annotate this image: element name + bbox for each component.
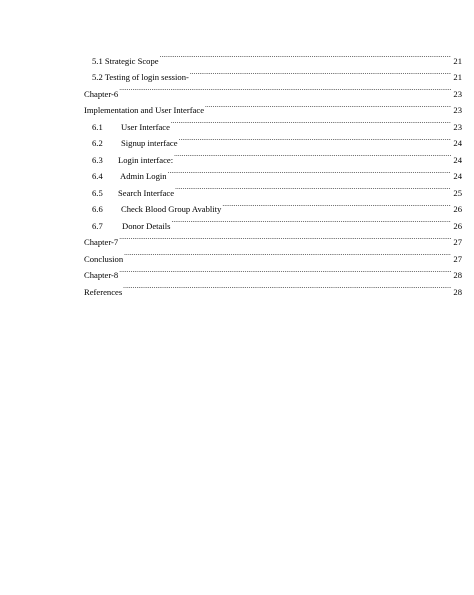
- toc-entry-page: 24: [453, 154, 462, 165]
- toc-entry-page: 25: [453, 187, 462, 198]
- dot-leader: [222, 196, 451, 213]
- toc-entry-title: Signup interface: [121, 138, 178, 148]
- table-of-contents: [84, 47, 462, 295]
- dot-leader: [119, 80, 451, 97]
- toc-entry-6-4[interactable]: [84, 163, 462, 180]
- toc-entry-number: 6.1: [92, 121, 103, 132]
- dot-leader: [168, 163, 451, 180]
- toc-entry-page: 24: [453, 171, 462, 181]
- dot-leader: [205, 97, 451, 114]
- dot-leader: [171, 113, 451, 130]
- toc-entry-6-3[interactable]: [84, 146, 462, 163]
- toc-entry-6-1[interactable]: [84, 113, 462, 130]
- toc-entry-6-5[interactable]: [84, 179, 462, 196]
- toc-entry-title: User Interface: [121, 121, 170, 132]
- dot-leader: [175, 179, 451, 196]
- toc-entry-page: 23: [453, 88, 462, 99]
- dot-leader: [179, 130, 451, 147]
- toc-entry-title: Check Blood Group Avablity: [121, 204, 222, 214]
- dot-leader: [119, 262, 451, 279]
- toc-entry-page: 28: [453, 286, 462, 297]
- toc-entry-page: 27: [453, 253, 462, 264]
- toc-entry-title: Admin Login: [120, 171, 167, 181]
- toc-entry-chapter-8[interactable]: [84, 262, 462, 279]
- toc-entry-number: 6.6: [92, 204, 103, 214]
- toc-entry-number: 6.5: [92, 187, 103, 198]
- toc-entry-number: 6.7: [92, 220, 103, 231]
- toc-entry-6-7[interactable]: [84, 212, 462, 229]
- toc-entry-page: 26: [453, 220, 462, 231]
- toc-entry-title: Chapter-7: [84, 237, 119, 247]
- toc-entry-title: Search Interface: [118, 187, 175, 198]
- dot-leader: [124, 245, 451, 262]
- toc-entry-page: 28: [453, 270, 462, 280]
- toc-entry-number: 6.3: [92, 154, 103, 165]
- toc-entry-title: Donor Details: [122, 220, 171, 231]
- toc-entry-5-2[interactable]: [84, 64, 462, 81]
- toc-entry-5-1[interactable]: [84, 47, 462, 64]
- toc-entry-title: Conclusion: [84, 253, 124, 264]
- toc-entry-title: 5.1 Strategic Scope: [92, 55, 159, 66]
- toc-entry-chapter-6[interactable]: [84, 80, 462, 97]
- toc-entry-page: 27: [453, 237, 462, 247]
- dot-leader: [171, 212, 451, 229]
- toc-entry-references[interactable]: [84, 278, 462, 295]
- toc-entry-page: 21: [453, 55, 462, 66]
- dot-leader: [119, 229, 451, 246]
- dot-leader: [174, 146, 451, 163]
- toc-entry-implementation[interactable]: [84, 97, 462, 114]
- toc-entry-title: Chapter-8: [84, 270, 119, 280]
- toc-entry-page: 23: [453, 105, 462, 115]
- toc-entry-chapter-7[interactable]: [84, 229, 462, 246]
- toc-entry-page: 23: [453, 121, 462, 132]
- toc-entry-title: References: [84, 286, 123, 297]
- toc-entry-number: 6.4: [92, 171, 103, 181]
- toc-entry-6-6[interactable]: [84, 196, 462, 213]
- toc-entry-number: 6.2: [92, 138, 103, 148]
- toc-entry-title: Login interface:: [118, 154, 174, 165]
- dot-leader: [160, 47, 451, 64]
- dot-leader: [190, 64, 451, 81]
- dot-leader: [123, 278, 451, 295]
- toc-entry-page: 26: [453, 204, 462, 214]
- toc-entry-page: 24: [453, 138, 462, 148]
- toc-entry-page: 21: [453, 72, 462, 82]
- toc-entry-title: 5.2 Testing of login session-: [92, 72, 189, 82]
- toc-entry-title: Implementation and User Interface: [84, 105, 205, 115]
- toc-entry-conclusion[interactable]: [84, 245, 462, 262]
- toc-entry-6-2[interactable]: [84, 130, 462, 147]
- toc-entry-title: Chapter-6: [84, 88, 119, 99]
